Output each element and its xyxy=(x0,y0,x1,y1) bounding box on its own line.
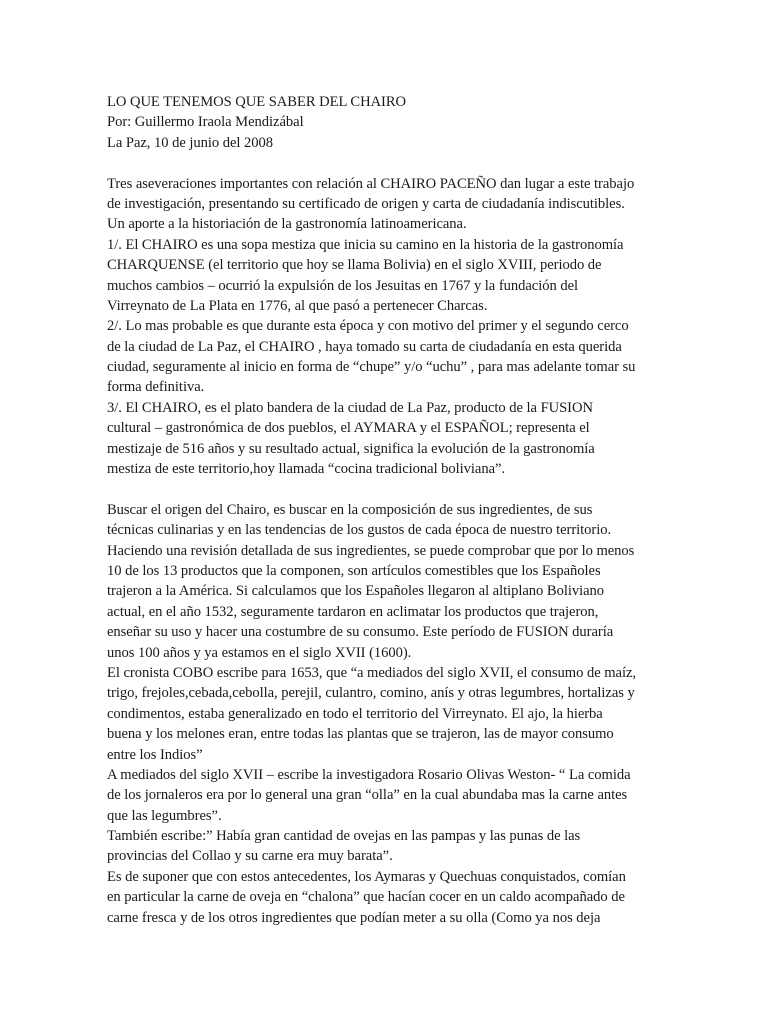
text-line: trigo, frejoles,cebada,cebolla, perejil, culantro, comino, anís y otras legumbres, hortalizas y xyxy=(107,685,635,702)
text-line: forma definitiva. xyxy=(107,379,205,396)
document-title: LO QUE TENEMOS QUE SABER DEL CHAIRO xyxy=(107,94,407,110)
text-line: mestiza de este territorio,hoy llamada “cocina tradicional boliviana”. xyxy=(107,461,506,478)
text-line: 10 de los 13 productos que la componen, son artículos comestibles que los Españoles xyxy=(107,562,601,579)
text-line: El cronista COBO escribe para 1653, que “a mediados del siglo XVII, el consumo de maíz, xyxy=(107,664,636,681)
text-line: que las legumbres”. xyxy=(107,807,222,824)
text-line: cultural – gastronómica de dos pueblos, el AYMARA y el ESPAÑOL; representa el xyxy=(107,420,590,437)
document-page xyxy=(107,92,647,928)
text-line: de investigación, presentando su certificado de origen y carta de ciudadanía indiscutibles. xyxy=(107,195,625,212)
text-line: buena y los melones eran, entre todas las plantas que se trajeron, las de mayor consumo xyxy=(107,726,614,743)
text-line: enseñar su uso y hacer una costumbre de su consumo. Este período de FUSION duraría xyxy=(107,624,614,641)
text-line: de los jornaleros era por lo general una gran “olla” en la cual abundaba mas la carne antes xyxy=(107,787,628,804)
text-line: A mediados del siglo XVII – escribe la investigadora Rosario Olivas Weston- “ La comida xyxy=(107,766,631,783)
paragraph-gap xyxy=(107,153,647,173)
body-paragraph-ovejas xyxy=(107,826,647,867)
point-3-paragraph xyxy=(107,398,647,480)
document-author: Por: Guillermo Iraola Mendizábal xyxy=(107,114,304,131)
paragraph-gap xyxy=(107,479,647,499)
text-line: 1/. El CHAIRO es una sopa mestiza que inicia su camino en la historia de la gastronomía xyxy=(107,236,624,253)
text-line: Es de suponer que con estos antecedentes, los Aymaras y Quechuas conquistados, comían xyxy=(107,868,626,885)
text-line: ciudad, seguramente al inicio en forma de “chupe” y/o “uchu” , para mas adelante tomar su xyxy=(107,359,636,376)
body-paragraph-olivas xyxy=(107,765,647,826)
text-line: Buscar el origen del Chairo, es buscar en la composición de sus ingredientes, de sus xyxy=(107,501,593,518)
text-line: Virreynato de La Plata en 1776, al que pasó a pertenecer Charcas. xyxy=(107,297,488,314)
document-header xyxy=(107,92,647,153)
text-line: Un aporte a la historiación de la gastronomía latinoamericana. xyxy=(107,216,467,233)
text-line: condimentos, estaba generalizado en todo el territorio del Virreynato. El ajo, la hierba xyxy=(107,705,603,722)
text-line: CHARQUENSE (el territorio que hoy se llama Bolivia) en el siglo XVIII, periodo de xyxy=(107,257,602,274)
text-line: entre los Indios” xyxy=(107,746,203,763)
intro-paragraph xyxy=(107,174,647,235)
text-line: técnicas culinarias y en las tendencias de los gustos de cada época de nuestro territorio. xyxy=(107,522,612,539)
document-date: La Paz, 10 de junio del 2008 xyxy=(107,134,273,151)
text-line: en particular la carne de oveja en “chalona” que hacían cocer en un caldo acompañado de xyxy=(107,889,625,906)
text-line: muchos cambios – ocurrió la expulsión de los Jesuitas en 1767 y la fundación del xyxy=(107,277,579,294)
text-line: unos 100 años y ya estamos en el siglo XVII (1600). xyxy=(107,644,412,661)
text-line: carne fresca y de los otros ingredientes que podían meter a su olla (Como ya nos deja xyxy=(107,909,601,926)
body-paragraph-origin xyxy=(107,500,647,663)
text-line: 3/. El CHAIRO, es el plato bandera de la ciudad de La Paz, producto de la FUSION xyxy=(107,399,593,416)
body-paragraph-cobo xyxy=(107,663,647,765)
text-line: de la ciudad de La Paz, el CHAIRO , haya tomado su carta de ciudadanía en esta querida xyxy=(107,338,622,355)
text-line: provincias del Collao y su carne era muy barata”. xyxy=(107,848,393,865)
text-line: Haciendo una revisión detallada de sus ingredientes, se puede comprobar que por lo menos xyxy=(107,542,635,559)
text-line: Tres aseveraciones importantes con relación al CHAIRO PACEÑO dan lugar a este trabajo xyxy=(107,175,635,192)
text-line: 2/. Lo mas probable es que durante esta época y con motivo del primer y el segundo cerco xyxy=(107,318,629,335)
text-line: trajeron a la América. Si calculamos que los Españoles llegaron al altiplano Boliviano xyxy=(107,583,605,600)
point-2-paragraph xyxy=(107,316,647,398)
text-line: mestizaje de 516 años y su resultado actual, significa la evolución de la gastronomía xyxy=(107,440,595,457)
point-1-paragraph xyxy=(107,235,647,317)
text-line: actual, en el año 1532, seguramente tardaron en aclimatar los productos que trajeron, xyxy=(107,603,599,620)
text-line: También escribe:” Había gran cantidad de ovejas en las pampas y las punas de las xyxy=(107,828,581,845)
body-paragraph-chalona xyxy=(107,867,647,928)
